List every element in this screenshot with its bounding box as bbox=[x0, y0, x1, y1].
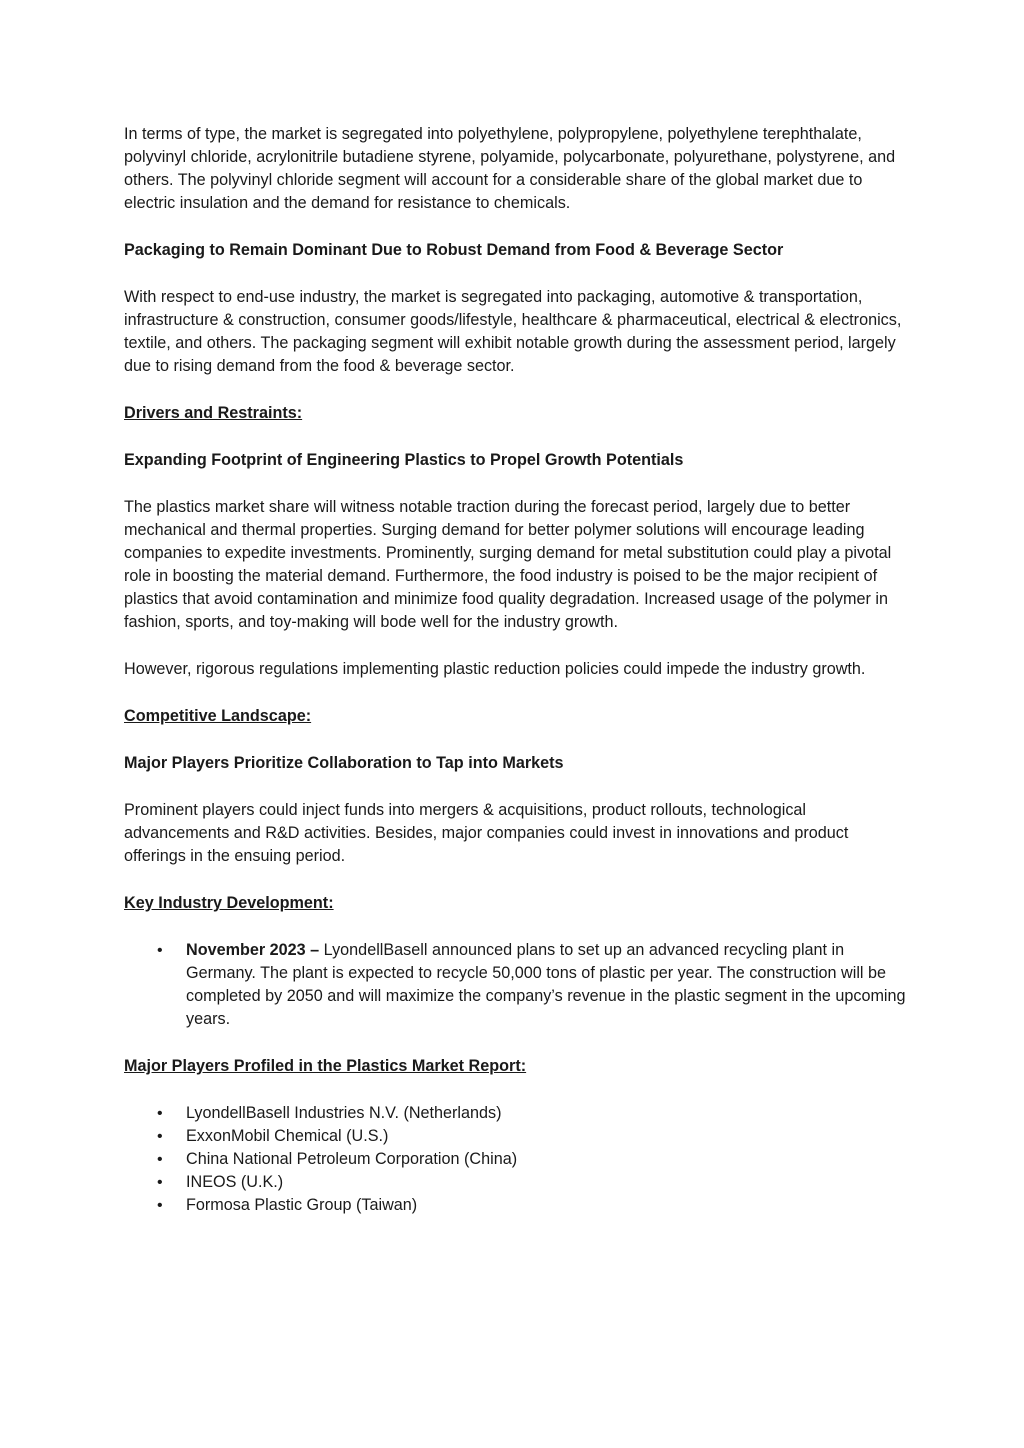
player-name: LyondellBasell Industries N.V. (Netherlands) bbox=[186, 1104, 502, 1122]
list-item bbox=[157, 1125, 914, 1148]
development-list bbox=[124, 939, 914, 1031]
competitive-paragraph: Prominent players could inject funds into mergers & acquisitions, product rollouts, technological advancements and R&D activities. Besides, major companies could invest in innovations and product offerings in the ensuing period. bbox=[124, 801, 849, 865]
player-name: ExxonMobil Chemical (U.S.) bbox=[186, 1127, 389, 1145]
collaboration-heading: Major Players Prioritize Collaboration to Tap into Markets bbox=[124, 754, 564, 772]
list-item bbox=[157, 1194, 914, 1217]
type-segment-paragraph: In terms of type, the market is segregated into polyethylene, polypropylene, polyethylene terephthalate, polyvinyl chloride, acrylonitrile butadiene styrene, polyamide, polycarbonate, polyurethane, polystyrene, and others. The polyvinyl chloride segment will account for a considerable share of the global market due to electric insulation and the demand for resistance to chemicals. bbox=[124, 125, 896, 212]
bullet-icon: • bbox=[157, 1151, 163, 1168]
restraints-paragraph: However, rigorous regulations implementing plastic reduction policies could impede the industry growth. bbox=[124, 660, 866, 678]
end-use-paragraph: With respect to end-use industry, the market is segregated into packaging, automotive & transportation, infrastructure & construction, consumer goods/lifestyle, healthcare & pharmaceutical, electrical & electronics, textile, and others. The packaging segment will exhibit notable growth during the assessment period, largely due to rising demand from the food & beverage sector. bbox=[124, 288, 902, 375]
player-name: INEOS (U.K.) bbox=[186, 1173, 284, 1191]
player-name: Formosa Plastic Group (Taiwan) bbox=[186, 1196, 418, 1214]
players-list bbox=[124, 1102, 914, 1217]
bullet-icon: • bbox=[157, 1128, 163, 1145]
list-item bbox=[157, 1148, 914, 1171]
bullet-icon: • bbox=[157, 1105, 163, 1122]
player-name: China National Petroleum Corporation (China) bbox=[186, 1150, 518, 1168]
bullet-icon: • bbox=[157, 1174, 163, 1191]
development-date: November 2023 – bbox=[186, 941, 320, 959]
bullet-icon: • bbox=[157, 1197, 163, 1214]
development-item bbox=[157, 939, 914, 1031]
drivers-restraints-heading: Drivers and Restraints: bbox=[124, 404, 303, 422]
key-development-heading: Key Industry Development: bbox=[124, 894, 334, 912]
document-page bbox=[124, 123, 914, 1241]
list-item bbox=[157, 1102, 914, 1125]
list-item bbox=[157, 1171, 914, 1194]
competitive-landscape-heading: Competitive Landscape: bbox=[124, 707, 312, 725]
bullet-icon: • bbox=[157, 942, 163, 959]
expanding-footprint-heading: Expanding Footprint of Engineering Plastics to Propel Growth Potentials bbox=[124, 451, 684, 469]
development-text: LyondellBasell announced plans to set up an advanced recycling plant in Germany. The plant is expected to recycle 50,000 tons of plastic per year. The construction will be completed by 2050 and will maximize the company’s revenue in the plastic segment in the upcoming years. bbox=[186, 941, 906, 1028]
major-players-heading: Major Players Profiled in the Plastics Market Report: bbox=[124, 1057, 527, 1075]
packaging-heading: Packaging to Remain Dominant Due to Robust Demand from Food & Beverage Sector bbox=[124, 241, 784, 259]
drivers-paragraph: The plastics market share will witness notable traction during the forecast period, largely due to better mechanical and thermal properties. Surging demand for better polymer solutions will encourage leading companies to expedite investments. Prominently, surging demand for metal substitution could play a pivotal role in boosting the material demand. Furthermore, the food industry is poised to be the major recipient of plastics that avoid contamination and minimize food quality degradation. Increased usage of the polymer in fashion, sports, and toy-making will bode well for the industry growth. bbox=[124, 498, 892, 631]
